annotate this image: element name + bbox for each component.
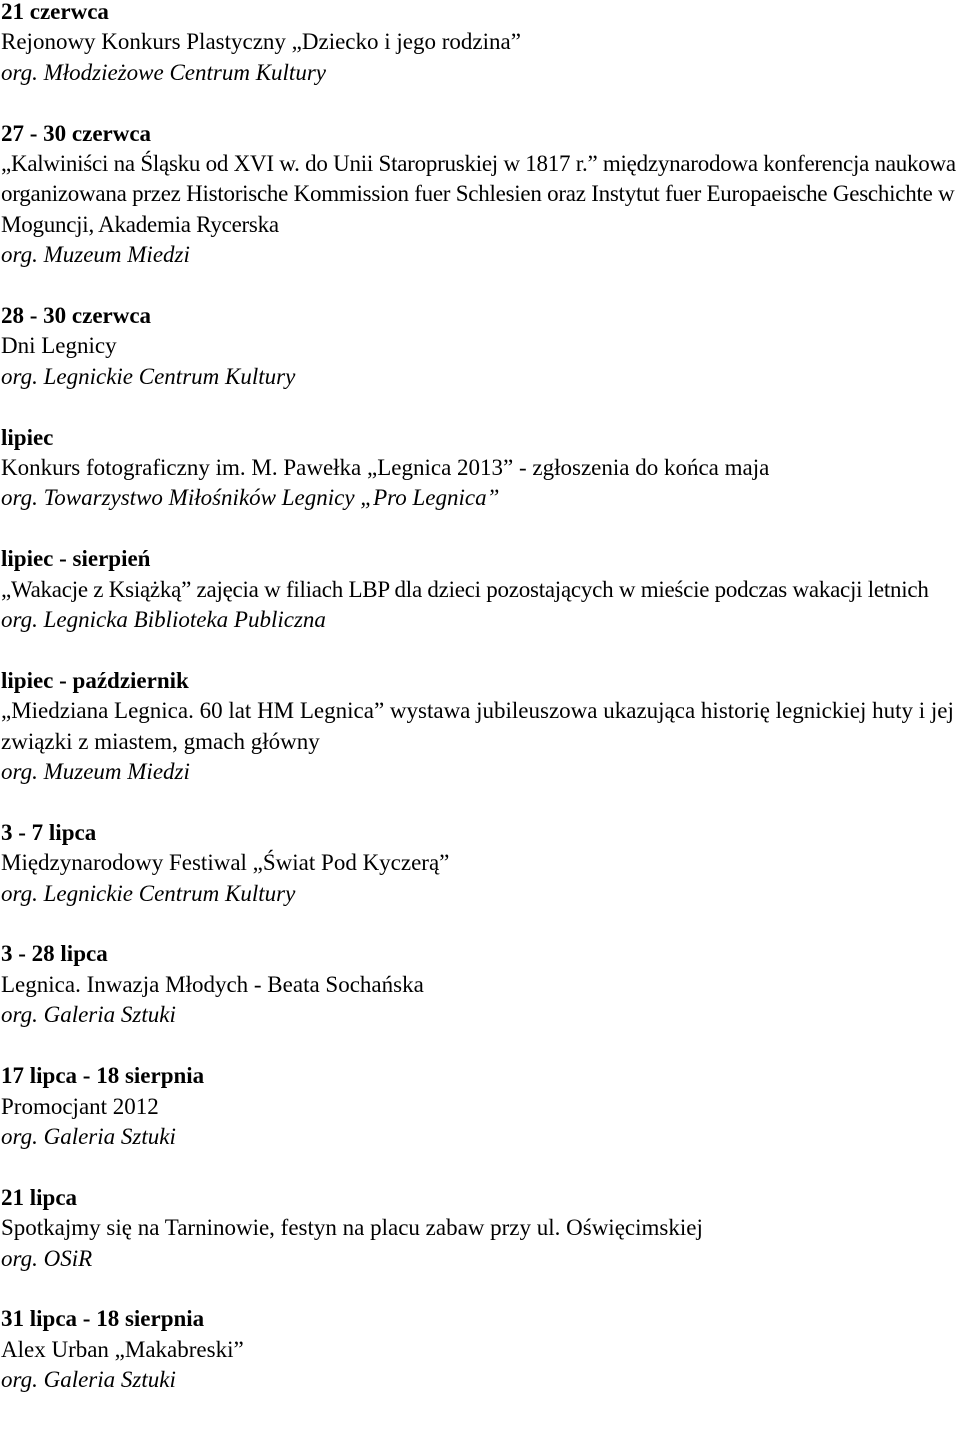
event-title: Spotkajmy się na Tarninowie, festyn na placu zabaw przy ul. Oświęcimskiej <box>1 1215 703 1241</box>
event-entry <box>1 818 959 909</box>
event-title: Promocjant 2012 <box>1 1093 159 1119</box>
event-entry <box>1 119 959 271</box>
event-organizer: org. Muzeum Miedzi <box>1 242 190 268</box>
event-entry <box>1 666 959 788</box>
event-calendar <box>1 0 959 1426</box>
event-date: 21 lipca <box>1 1184 78 1210</box>
event-organizer: org. Galeria Sztuki <box>1 1002 176 1028</box>
event-organizer: org. Galeria Sztuki <box>1 1123 176 1149</box>
event-organizer: org. Legnicka Biblioteka Publiczna <box>1 607 326 633</box>
event-title: Legnica. Inwazja Młodych - Beata Sochańska <box>1 971 424 997</box>
event-date: 3 - 7 lipca <box>1 819 97 845</box>
event-title: Alex Urban „Makabreski” <box>1 1336 244 1362</box>
event-organizer: org. Legnickie Centrum Kultury <box>1 363 296 389</box>
event-entry <box>1 1304 959 1395</box>
event-date: 21 czerwca <box>1 0 109 24</box>
event-entry <box>1 939 959 1030</box>
event-entry <box>1 0 959 88</box>
event-date: 28 - 30 czerwca <box>1 303 152 329</box>
event-title: Międzynarodowy Festiwal „Świat Pod Kyczerą” <box>1 850 450 876</box>
event-date: lipiec <box>1 424 54 450</box>
event-title: „Kalwiniści na Śląsku od XVI w. do Unii Staropruskiej w 1817 r.” międzynarodowa konferencja naukowa organizowana przez Historische Kommission fuer Schlesien oraz Instytut fuer Europaeische Geschichte w Moguncji, Akademia Rycerska <box>1 151 956 237</box>
event-date: 17 lipca - 18 sierpnia <box>1 1063 205 1089</box>
event-organizer: org. Legnickie Centrum Kultury <box>1 880 296 906</box>
event-organizer: org. Galeria Sztuki <box>1 1367 176 1393</box>
event-entry <box>1 1061 959 1152</box>
event-date: lipiec - październik <box>1 667 189 693</box>
event-date: 27 - 30 czerwca <box>1 120 152 146</box>
event-entry <box>1 423 959 514</box>
event-organizer: org. Muzeum Miedzi <box>1 759 190 785</box>
event-organizer: org. Młodzieżowe Centrum Kultury <box>1 59 326 85</box>
event-title: Dni Legnicy <box>1 333 117 359</box>
event-title: „Wakacje z Książką” zajęcia w filiach LBP dla dzieci pozostających w mieście podczas wakacji letnich <box>1 576 929 602</box>
event-entry <box>1 544 959 635</box>
event-date: 3 - 28 lipca <box>1 941 108 967</box>
event-entry <box>1 1183 959 1274</box>
event-date: 31 lipca - 18 sierpnia <box>1 1306 205 1332</box>
event-date: lipiec - sierpień <box>1 546 151 572</box>
event-organizer: org. OSiR <box>1 1245 93 1271</box>
event-title: Konkurs fotograficzny im. M. Pawełka „Legnica 2013” - zgłoszenia do końca maja <box>1 455 770 481</box>
event-title: „Miedziana Legnica. 60 lat HM Legnica” wystawa jubileuszowa ukazująca historię legnickiej huty i jej związki z miastem, gmach główny <box>1 698 954 754</box>
event-title: Rejonowy Konkurs Plastyczny „Dziecko i jego rodzina” <box>1 29 521 55</box>
event-organizer: org. Towarzystwo Miłośników Legnicy „Pro Legnica” <box>1 485 500 511</box>
event-entry <box>1 301 959 392</box>
